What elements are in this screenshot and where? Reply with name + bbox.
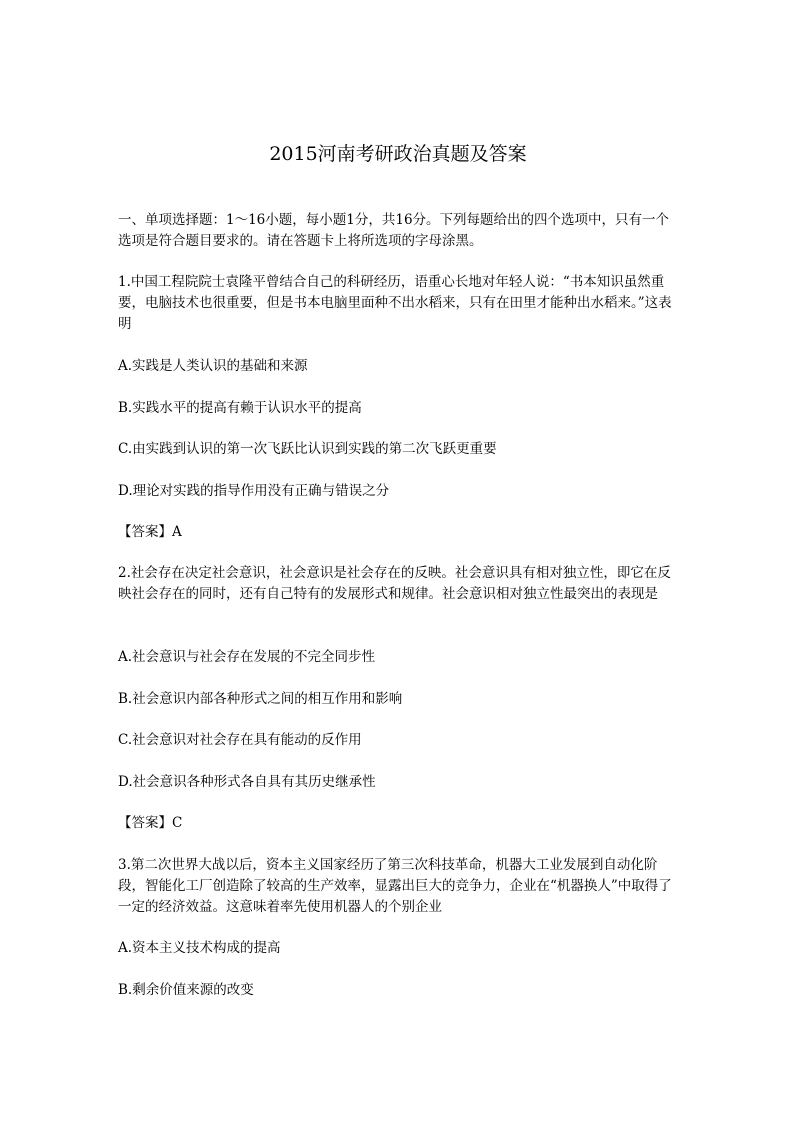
question-2-option-a: A.社会意识与社会存在发展的不完全同步性	[118, 649, 376, 665]
question-1-answer: 【答案】A	[118, 524, 182, 540]
question-2-option-c: C.社会意识对社会存在具有能动的反作用	[118, 732, 362, 748]
question-1-option-c: C.由实践到认识的第一次飞跃比认识到实践的第二次飞跃更重要	[118, 441, 497, 457]
document-page	[118, 0, 678, 1123]
question-3-option-a: A.资本主义技术构成的提高	[118, 940, 281, 956]
document-title: 2015河南考研政治真题及答案	[269, 143, 527, 165]
question-2-stem: 2.社会存在决定社会意识，社会意识是社会存在的反映。社会意识具有相对独立性，即它在反映社会存在的同时，还有自己特有的发展形式和规律。社会意识相对独立性最突出的表现是	[118, 565, 671, 602]
question-1-option-b: B.实践水平的提高有赖于认识水平的提高	[118, 400, 362, 416]
question-2-option-d: D.社会意识各种形式各自具有其历史继承性	[118, 774, 376, 790]
question-1-option-a: A.实践是人类认识的基础和来源	[118, 358, 308, 374]
question-3-option-b: B.剩余价值来源的改变	[118, 982, 254, 998]
question-1-option-d: D.理论对实践的指导作用没有正确与错误之分	[118, 483, 390, 499]
question-3-stem: 3.第二次世界大战以后，资本主义国家经历了第三次科技革命，机器大工业发展到自动化阶段，智能化工厂创造除了较高的生产效率，显露出巨大的竞争力，企业在“机器换人”中取得了一定的经济效益。这意味着率先使用机器人的个别企业	[118, 857, 672, 915]
question-2-option-b: B.社会意识内部各种形式之间的相互作用和影响	[118, 691, 403, 707]
question-2-answer: 【答案】C	[118, 815, 183, 831]
section-intro: 一、单项选择题：1～16小题，每小题1分，共16分。下列每题给出的四个选项中，只有一个选项是符合题目要求的。请在答题卡上将所选项的字母涂黑。	[118, 212, 670, 249]
question-1-stem: 1.中国工程院院士袁隆平曾结合自己的科研经历，语重心长地对年轻人说：“书本知识虽然重要，电脑技术也很重要，但是书本电脑里面种不出水稻来，只有在田里才能种出水稻来。”这表明	[118, 274, 672, 332]
